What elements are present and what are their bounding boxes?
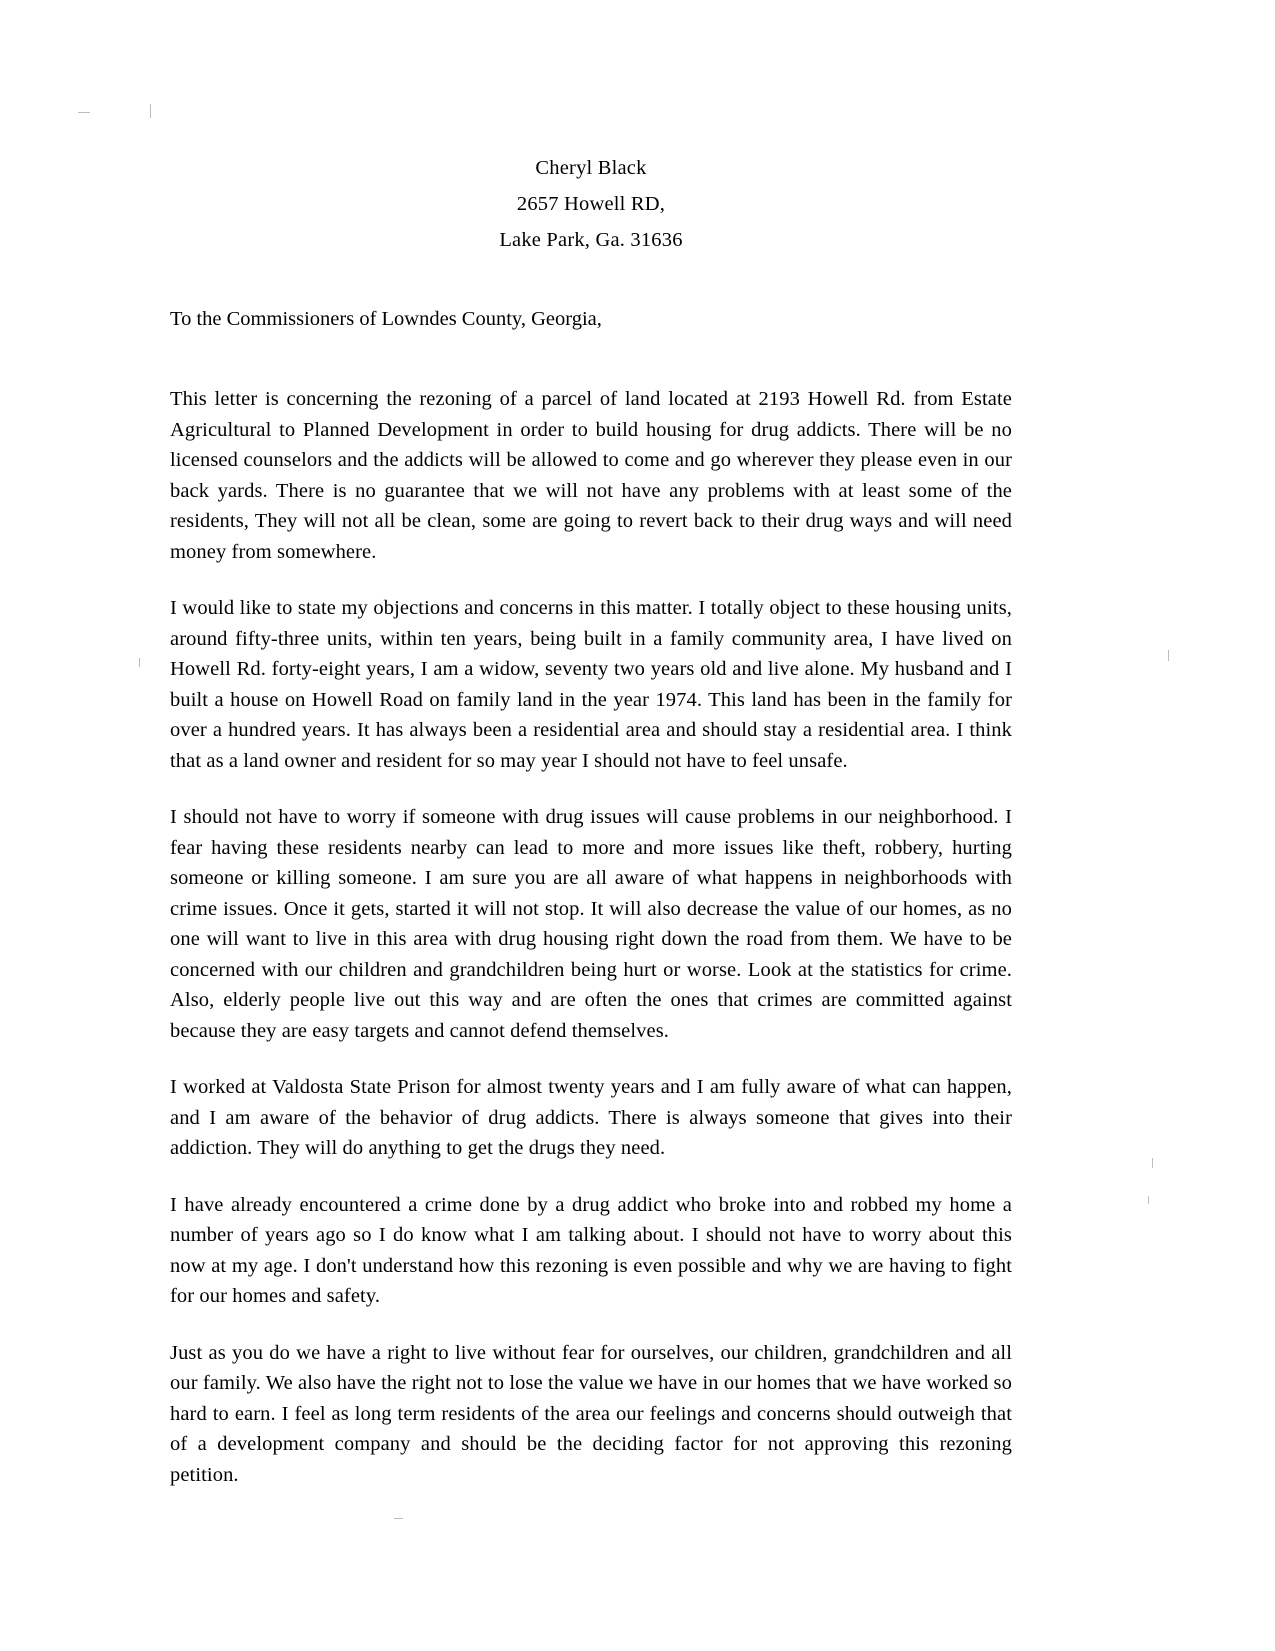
body-paragraph: This letter is concerning the rezoning of a parcel of land located at 2193 Howell Rd. from Estate Agricultural to Planned Development in order to build housing for drug addicts. There will be no licensed counselors and the addicts will be allowed to come and go wherever they please even in our back yards. There is no guarantee that we will not have any problems with at least some of the residents, They will not all be clean, some are going to revert back to their drug ways and will need money from somewhere. <box>170 388 1012 563</box>
sender-street: 2657 Howell RD, <box>516 193 666 215</box>
body-paragraph: I would like to state my objections and concerns in this matter. I totally object to these housing units, around fifty-three units, within ten years, being built in a family community area, I have lived on Howell Rd. forty-eight years, I am a widow, seventy two years old and live alone. My husband and I built a house on Howell Road on family land in the year 1974. This land has been in the family for over a hundred years. It has always been a residential area and should stay a residential area. I think that as a land owner and resident for so may year I should not have to feel unsafe. <box>170 597 1012 772</box>
scan-artifact <box>78 112 90 113</box>
salutation: To the Commissioners of Lowndes County, Georgia, <box>170 308 602 330</box>
sender-city-state-zip: Lake Park, Ga. 31636 <box>499 229 683 251</box>
scan-artifact <box>1168 650 1169 661</box>
sender-name: Cheryl Black <box>535 157 647 179</box>
scan-artifact <box>1152 1158 1153 1168</box>
body-paragraph: I should not have to worry if someone with drug issues will cause problems in our neighborhood. I fear having these residents nearby can lead to more and more issues like theft, robbery, hurting someone or killing someone. I am sure you are all aware of what happens in neighborhoods with crime issues. Once it gets, started it will not stop. It will also decrease the value of our homes, as no one will want to live in this area with drug housing right down the road from them. We have to be concerned with our children and grandchildren being hurt or worse. Look at the statistics for crime. Also, elderly people live out this way and are often the ones that crimes are committed against because they are easy targets and cannot defend themselves. <box>170 806 1012 1042</box>
body-paragraph: Just as you do we have a right to live without fear for ourselves, our children, grandchildren and all our family. We also have the right not to lose the value we have in our homes that we have worked so hard to earn. I feel as long term residents of the area our feelings and concerns should outweigh that of a development company and should be the deciding factor for not approving this rezoning petition. <box>170 1341 1012 1486</box>
sender-address-block <box>170 150 1012 258</box>
scan-artifact <box>394 1518 403 1519</box>
body-paragraph: I worked at Valdosta State Prison for almost twenty years and I am fully aware of what can happen, and I am aware of the behavior of drug addicts. There is always someone that gives into their addiction. They will do anything to get the drugs they need. <box>170 1076 1012 1159</box>
scan-artifact <box>1148 1196 1149 1204</box>
scan-artifact <box>139 658 140 667</box>
letter-content <box>170 150 1012 1490</box>
body-paragraph: I have already encountered a crime done by a drug addict who broke into and robbed my home a number of years ago so I do know what I am talking about. I should not have to worry about this now at my age. I don't understand how this rezoning is even possible and why we are having to fight for our homes and safety. <box>170 1193 1012 1307</box>
scan-artifact <box>150 104 151 118</box>
letter-body <box>170 384 1012 1490</box>
